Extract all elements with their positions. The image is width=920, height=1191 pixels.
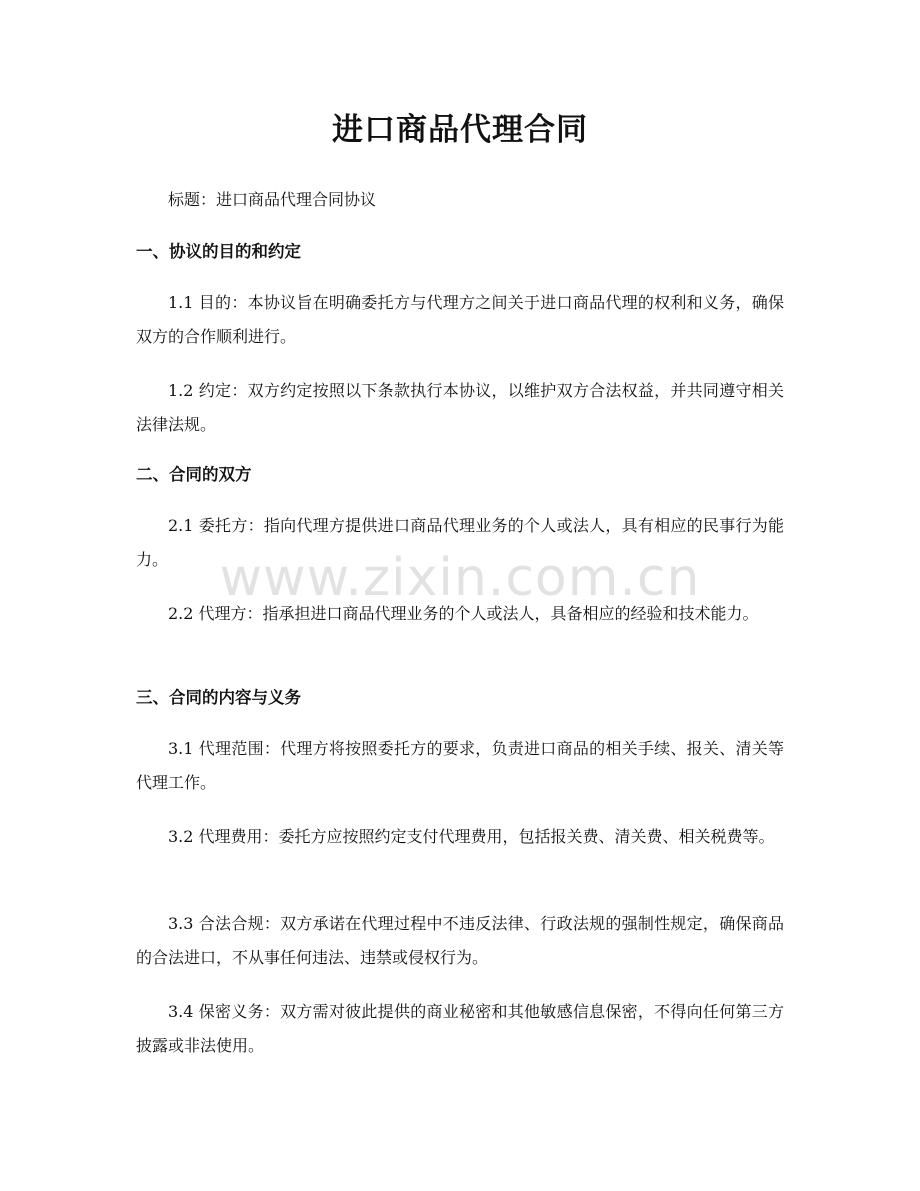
section-heading-1: 一、协议的目的和约定 bbox=[136, 242, 301, 261]
paragraph-3-1: 3.1 代理范围：代理方将按照委托方的要求，负责进口商品的相关手续、报关、清关等代理工作。 bbox=[136, 739, 784, 792]
document-title: 进口商品代理合同 bbox=[332, 112, 588, 148]
document-subtitle: 标题：进口商品代理合同协议 bbox=[168, 190, 377, 209]
paragraph-2-2: 2.2 代理方：指承担进口商品代理业务的个人或法人，具备相应的经验和技术能力。 bbox=[168, 604, 759, 623]
paragraph-3-3: 3.3 合法合规：双方承诺在代理过程中不违反法律、行政法规的强制性规定，确保商品的合法进口，不从事任何违法、违禁或侵权行为。 bbox=[136, 914, 784, 967]
paragraph-1-2: 1.2 约定：双方约定按照以下条款执行本协议，以维护双方合法权益，并共同遵守相关法律法规。 bbox=[136, 381, 784, 434]
section-heading-2: 二、合同的双方 bbox=[136, 465, 252, 484]
paragraph-1-1: 1.1 目的：本协议旨在明确委托方与代理方之间关于进口商品代理的权利和义务，确保双方的合作顺利进行。 bbox=[136, 293, 784, 346]
paragraph-2-1: 2.1 委托方：指向代理方提供进口商品代理业务的个人或法人，具有相应的民事行为能力。 bbox=[136, 516, 784, 569]
watermark-text: www.zixin.com.cn bbox=[219, 548, 701, 608]
section-heading-3: 三、合同的内容与义务 bbox=[136, 688, 301, 707]
paragraph-3-2: 3.2 代理费用：委托方应按照约定支付代理费用，包括报关费、清关费、相关税费等。 bbox=[168, 827, 775, 846]
paragraph-3-4: 3.4 保密义务：双方需对彼此提供的商业秘密和其他敏感信息保密，不得向任何第三方披露或非法使用。 bbox=[136, 1002, 784, 1055]
